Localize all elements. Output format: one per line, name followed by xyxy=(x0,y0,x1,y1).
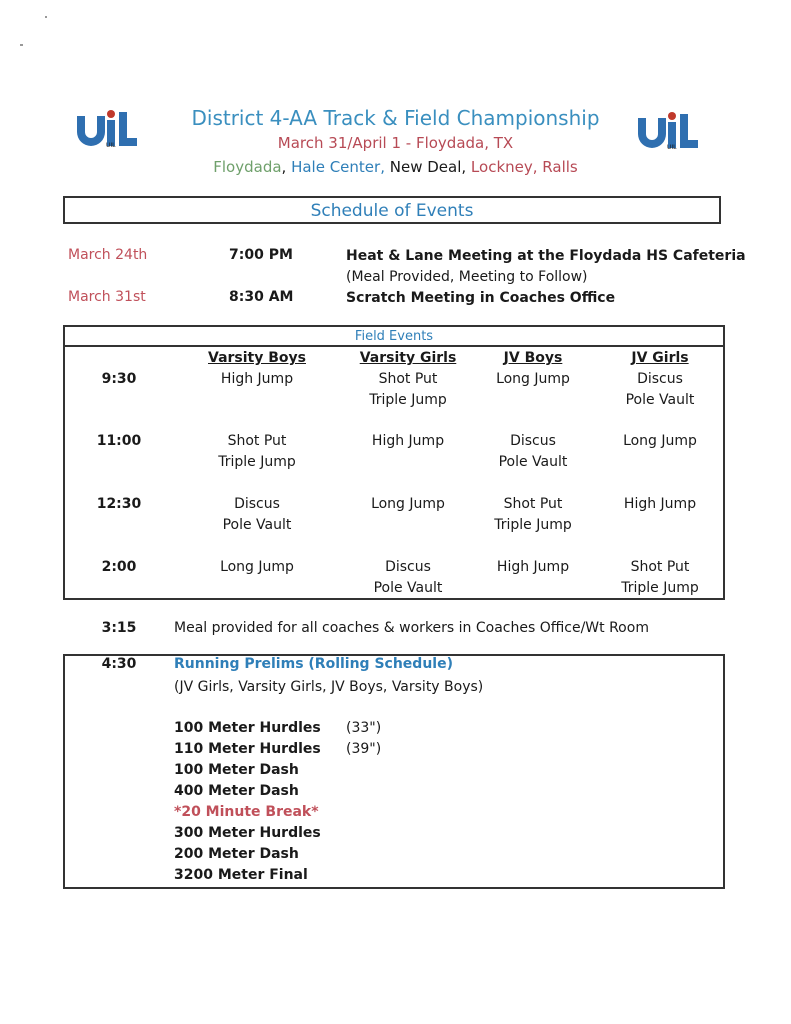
page-title: District 4-AA Track & Field Championship xyxy=(191,106,600,130)
town-new-deal: New Deal xyxy=(389,158,462,176)
field-cell xyxy=(198,494,316,536)
running-event: 300 Meter Hurdles xyxy=(174,825,321,841)
town-hale-center: Hale Center xyxy=(291,158,381,176)
schedule-title-box xyxy=(63,196,721,224)
event-name: High Jump xyxy=(496,559,570,575)
field-cell xyxy=(483,557,583,578)
event-name: Long Jump xyxy=(371,496,445,512)
running-order: (JV Girls, Varsity Girls, JV Boys, Varsity Boys) xyxy=(174,679,484,695)
field-cell xyxy=(348,431,468,452)
event-name: Shot Put xyxy=(378,371,438,387)
event-name: Shot Put xyxy=(503,496,563,512)
column-header-varsity-girls: Varsity Girls xyxy=(359,350,457,366)
event-name: Triple Jump xyxy=(218,454,296,470)
meeting-date: March 24th xyxy=(68,247,148,263)
field-cell xyxy=(610,494,710,515)
town-separator: , xyxy=(281,158,292,176)
running-event: 200 Meter Dash xyxy=(174,846,299,862)
event-name: Triple Jump xyxy=(369,392,447,408)
field-cell xyxy=(483,431,583,473)
meeting-description: Scratch Meeting in Coaches Office xyxy=(346,290,616,306)
scan-speck xyxy=(45,16,47,18)
town-separator: , xyxy=(380,158,390,176)
break-notice: *20 Minute Break* xyxy=(174,804,319,820)
field-row-time: 2:00 xyxy=(101,559,137,575)
field-row-time: 12:30 xyxy=(96,496,142,512)
event-name: Shot Put xyxy=(227,433,287,449)
field-cell xyxy=(610,557,710,599)
event-name: Pole Vault xyxy=(498,454,568,470)
field-cell xyxy=(198,557,316,578)
event-name: Triple Jump xyxy=(621,580,699,596)
field-row-time: 11:00 xyxy=(96,433,142,449)
event-name: Triple Jump xyxy=(494,517,572,533)
participating-towns xyxy=(0,158,791,176)
event-name: Long Jump xyxy=(623,433,697,449)
town-lockney: Lockney xyxy=(470,158,533,176)
event-name: Long Jump xyxy=(220,559,294,575)
running-event: 100 Meter Dash xyxy=(174,762,299,778)
meeting-note: (Meal Provided, Meeting to Follow) xyxy=(346,269,588,285)
field-cell xyxy=(198,369,316,390)
schedule-title: Schedule of Events xyxy=(310,201,474,221)
event-name: Discus xyxy=(234,496,280,512)
field-cell xyxy=(483,494,583,536)
field-cell xyxy=(610,431,710,452)
event-name: Discus xyxy=(637,371,683,387)
field-row-time: 9:30 xyxy=(101,371,137,387)
field-cell xyxy=(348,369,468,411)
event-dates: March 31/April 1 - Floydada, TX xyxy=(277,134,514,152)
event-name: Discus xyxy=(385,559,431,575)
running-event: 100 Meter Hurdles xyxy=(174,720,321,736)
event-name: High Jump xyxy=(220,371,294,387)
meeting-time: 7:00 PM xyxy=(229,247,293,263)
column-header-jv-boys: JV Boys xyxy=(503,350,563,366)
field-cell xyxy=(483,369,583,390)
event-name: Pole Vault xyxy=(222,517,292,533)
logo-left-text: UIL xyxy=(106,142,116,148)
meal-time: 3:15 xyxy=(101,620,137,636)
town-separator: , xyxy=(532,158,543,176)
logo-right-text: UIL xyxy=(667,144,677,150)
town-separator: , xyxy=(461,158,471,176)
running-event: 400 Meter Dash xyxy=(174,783,299,799)
event-name: High Jump xyxy=(623,496,697,512)
field-cell xyxy=(610,369,710,411)
field-events-header xyxy=(65,327,723,347)
hurdle-height: (33") xyxy=(346,720,382,736)
field-cell xyxy=(348,557,468,599)
event-name: Pole Vault xyxy=(373,580,443,596)
field-cell xyxy=(198,431,316,473)
meal-description: Meal provided for all coaches & workers in Coaches Office/Wt Room xyxy=(174,620,649,636)
column-header-varsity-boys: Varsity Boys xyxy=(208,350,306,366)
hurdle-height: (39") xyxy=(346,741,382,757)
event-name: Pole Vault xyxy=(625,392,695,408)
running-title: Running Prelims (Rolling Schedule) xyxy=(174,656,453,672)
running-time: 4:30 xyxy=(101,656,137,672)
event-name: Shot Put xyxy=(630,559,690,575)
town-ralls: Ralls xyxy=(542,158,578,176)
running-event: 3200 Meter Final xyxy=(174,867,308,883)
field-cell xyxy=(348,494,468,515)
event-name: Discus xyxy=(510,433,556,449)
event-name: Long Jump xyxy=(496,371,570,387)
event-name: High Jump xyxy=(371,433,445,449)
column-header-jv-girls: JV Girls xyxy=(631,350,689,366)
running-event: 110 Meter Hurdles xyxy=(174,741,321,757)
meeting-description: Heat & Lane Meeting at the Floydada HS Cafeteria xyxy=(346,248,746,264)
meeting-time: 8:30 AM xyxy=(229,289,294,305)
field-events-title: Field Events xyxy=(354,329,434,344)
meeting-date: March 31st xyxy=(68,289,146,305)
scan-speck xyxy=(20,44,23,46)
town-floydada: Floydada xyxy=(213,158,282,176)
